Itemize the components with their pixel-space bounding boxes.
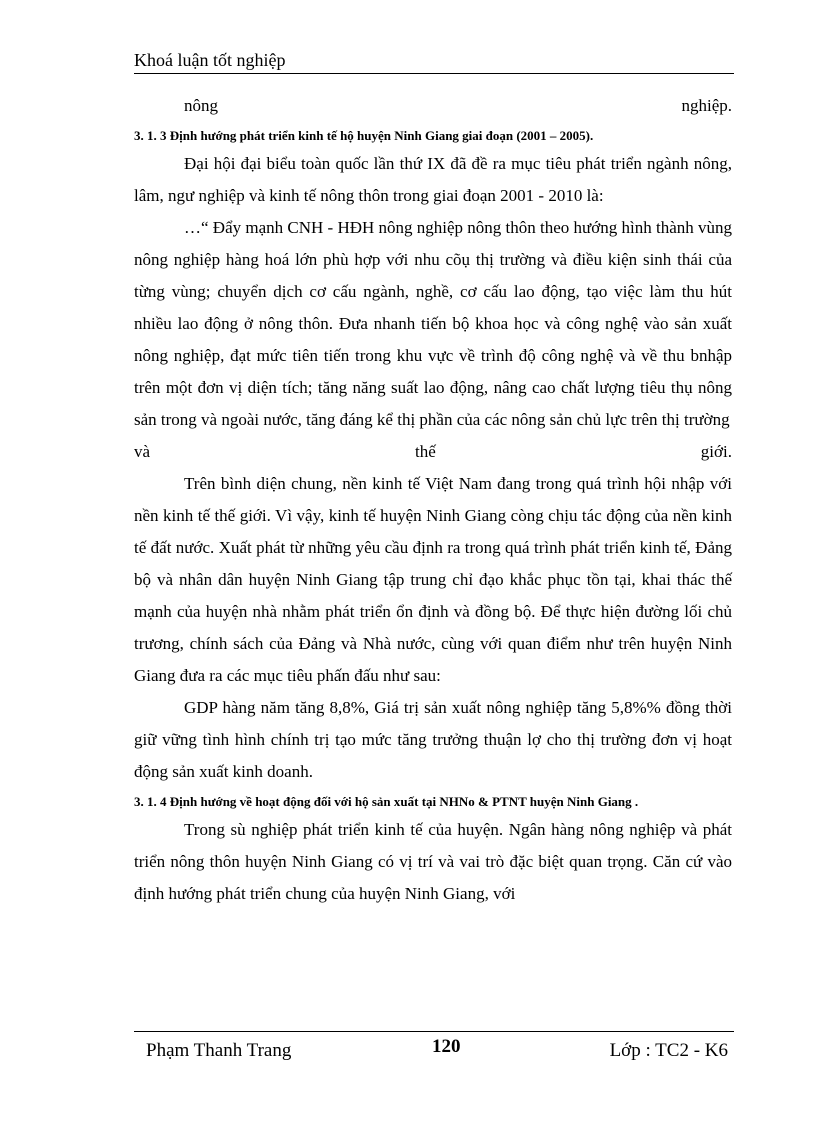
paragraph-4: GDP hàng năm tăng 8,8%, Giá trị sản xuất nông nghiệp tăng 5,8%% đồng thời giữ vững tình hình chính trị tạo mức tăng trưởng thuận lợ cho thị trường đơn vị hoạt động sản xuất kinh doanh. [134, 698, 732, 781]
footer-rule [134, 1031, 734, 1032]
section-heading-3-1-4: 3. 1. 4 Định hướng về hoạt động đối với hộ sản xuất tại NHNo & PTNT huyện Ninh Giang . [134, 794, 639, 809]
paragraph-2-last-line [134, 436, 732, 468]
document-header [134, 50, 734, 71]
paragraph-1: Đại hội đại biểu toàn quốc lần thứ IX đã đề ra mục tiêu phát triển ngành nông, lâm, ngư nghiệp và kinh tế nông thôn trong giai đoạn 2001 - 2010 là: [134, 154, 732, 205]
paragraph-5: Trong sù nghiệp phát triển kinh tế của huyện. Ngân hàng nông nghiệp và phát triển nông thôn huyện Ninh Giang có vị trí và vai trò đặc biệt quan trọng. Căn cứ vào định hướng phát triển chung của huyện Ninh Giang, với [134, 820, 732, 903]
paragraph-3: Trên bình diện chung, nền kinh tế Việt Nam đang trong quá trình hội nhập với nền kinh tế thế giới. Vì vậy, kinh tế huyện Ninh Giang còng chịu tác động của nền kinh tế đất nước. Xuất phát từ những yêu cầu định ra trong quá trình phát triển kinh tế, Đảng bộ và nhân dân huyện Ninh Giang tập trung chỉ đạo khắc phục tồn tại, khai thác thế mạnh của huyện nhà nhằm phát triển ổn định và đồng bộ. Để thực hiện đường lối chủ trương, chính sách của Đảng và Nhà nước, cùng với quan điểm như trên huyện Ninh Giang đưa ra các mục tiêu phấn đấu như sau: [134, 474, 732, 685]
header-rule [134, 73, 734, 74]
section-heading-3-1-3: 3. 1. 3 Định hướng phát triển kinh tế hộ huyện Ninh Giang giai đoạn (2001 – 2005). [134, 128, 594, 143]
footer-author: Phạm Thanh Trang [146, 1040, 292, 1061]
last-word-b: thế [415, 442, 436, 461]
continuation-line [134, 90, 732, 122]
continuation-word-right: nghiệp. [681, 96, 732, 115]
footer-class: Lớp : TC2 - K6 [609, 1040, 728, 1061]
last-word-c: giới. [700, 442, 732, 461]
page-number: 120 [432, 1036, 461, 1057]
last-word-a: và [134, 442, 151, 461]
document-body [134, 90, 732, 910]
header-title: Khoá luận tốt nghiệp [134, 50, 286, 70]
continuation-word-left: nông [184, 96, 218, 115]
paragraph-2-quote: …“ Đẩy mạnh CNH - HĐH nông nghiệp nông thôn theo hướng hình thành vùng nông nghiệp hàng hoá lớn phù hợp với nhu cõụ thị trường và điều kiện sinh thái của từng vùng; chuyển dịch cơ cấu ngành, nghề, cơ cấu lao động, tạo việc làm thu hút nhiều lao động ở nông thôn. Đưa nhanh tiến bộ khoa học và công nghệ vào sản xuất nông nghiệp, đạt mức tiên tiến trong khu vực về trình độ công nghệ và về thu bnhập trên một đơn vị diện tích; tăng năng suất lao động, nâng cao chất lượng tiêu thụ nông sản trong và ngoài nước, tăng đáng kể thị phần của các nông sản chủ lực trên thị trường [134, 218, 732, 429]
document-footer [134, 1036, 734, 1062]
